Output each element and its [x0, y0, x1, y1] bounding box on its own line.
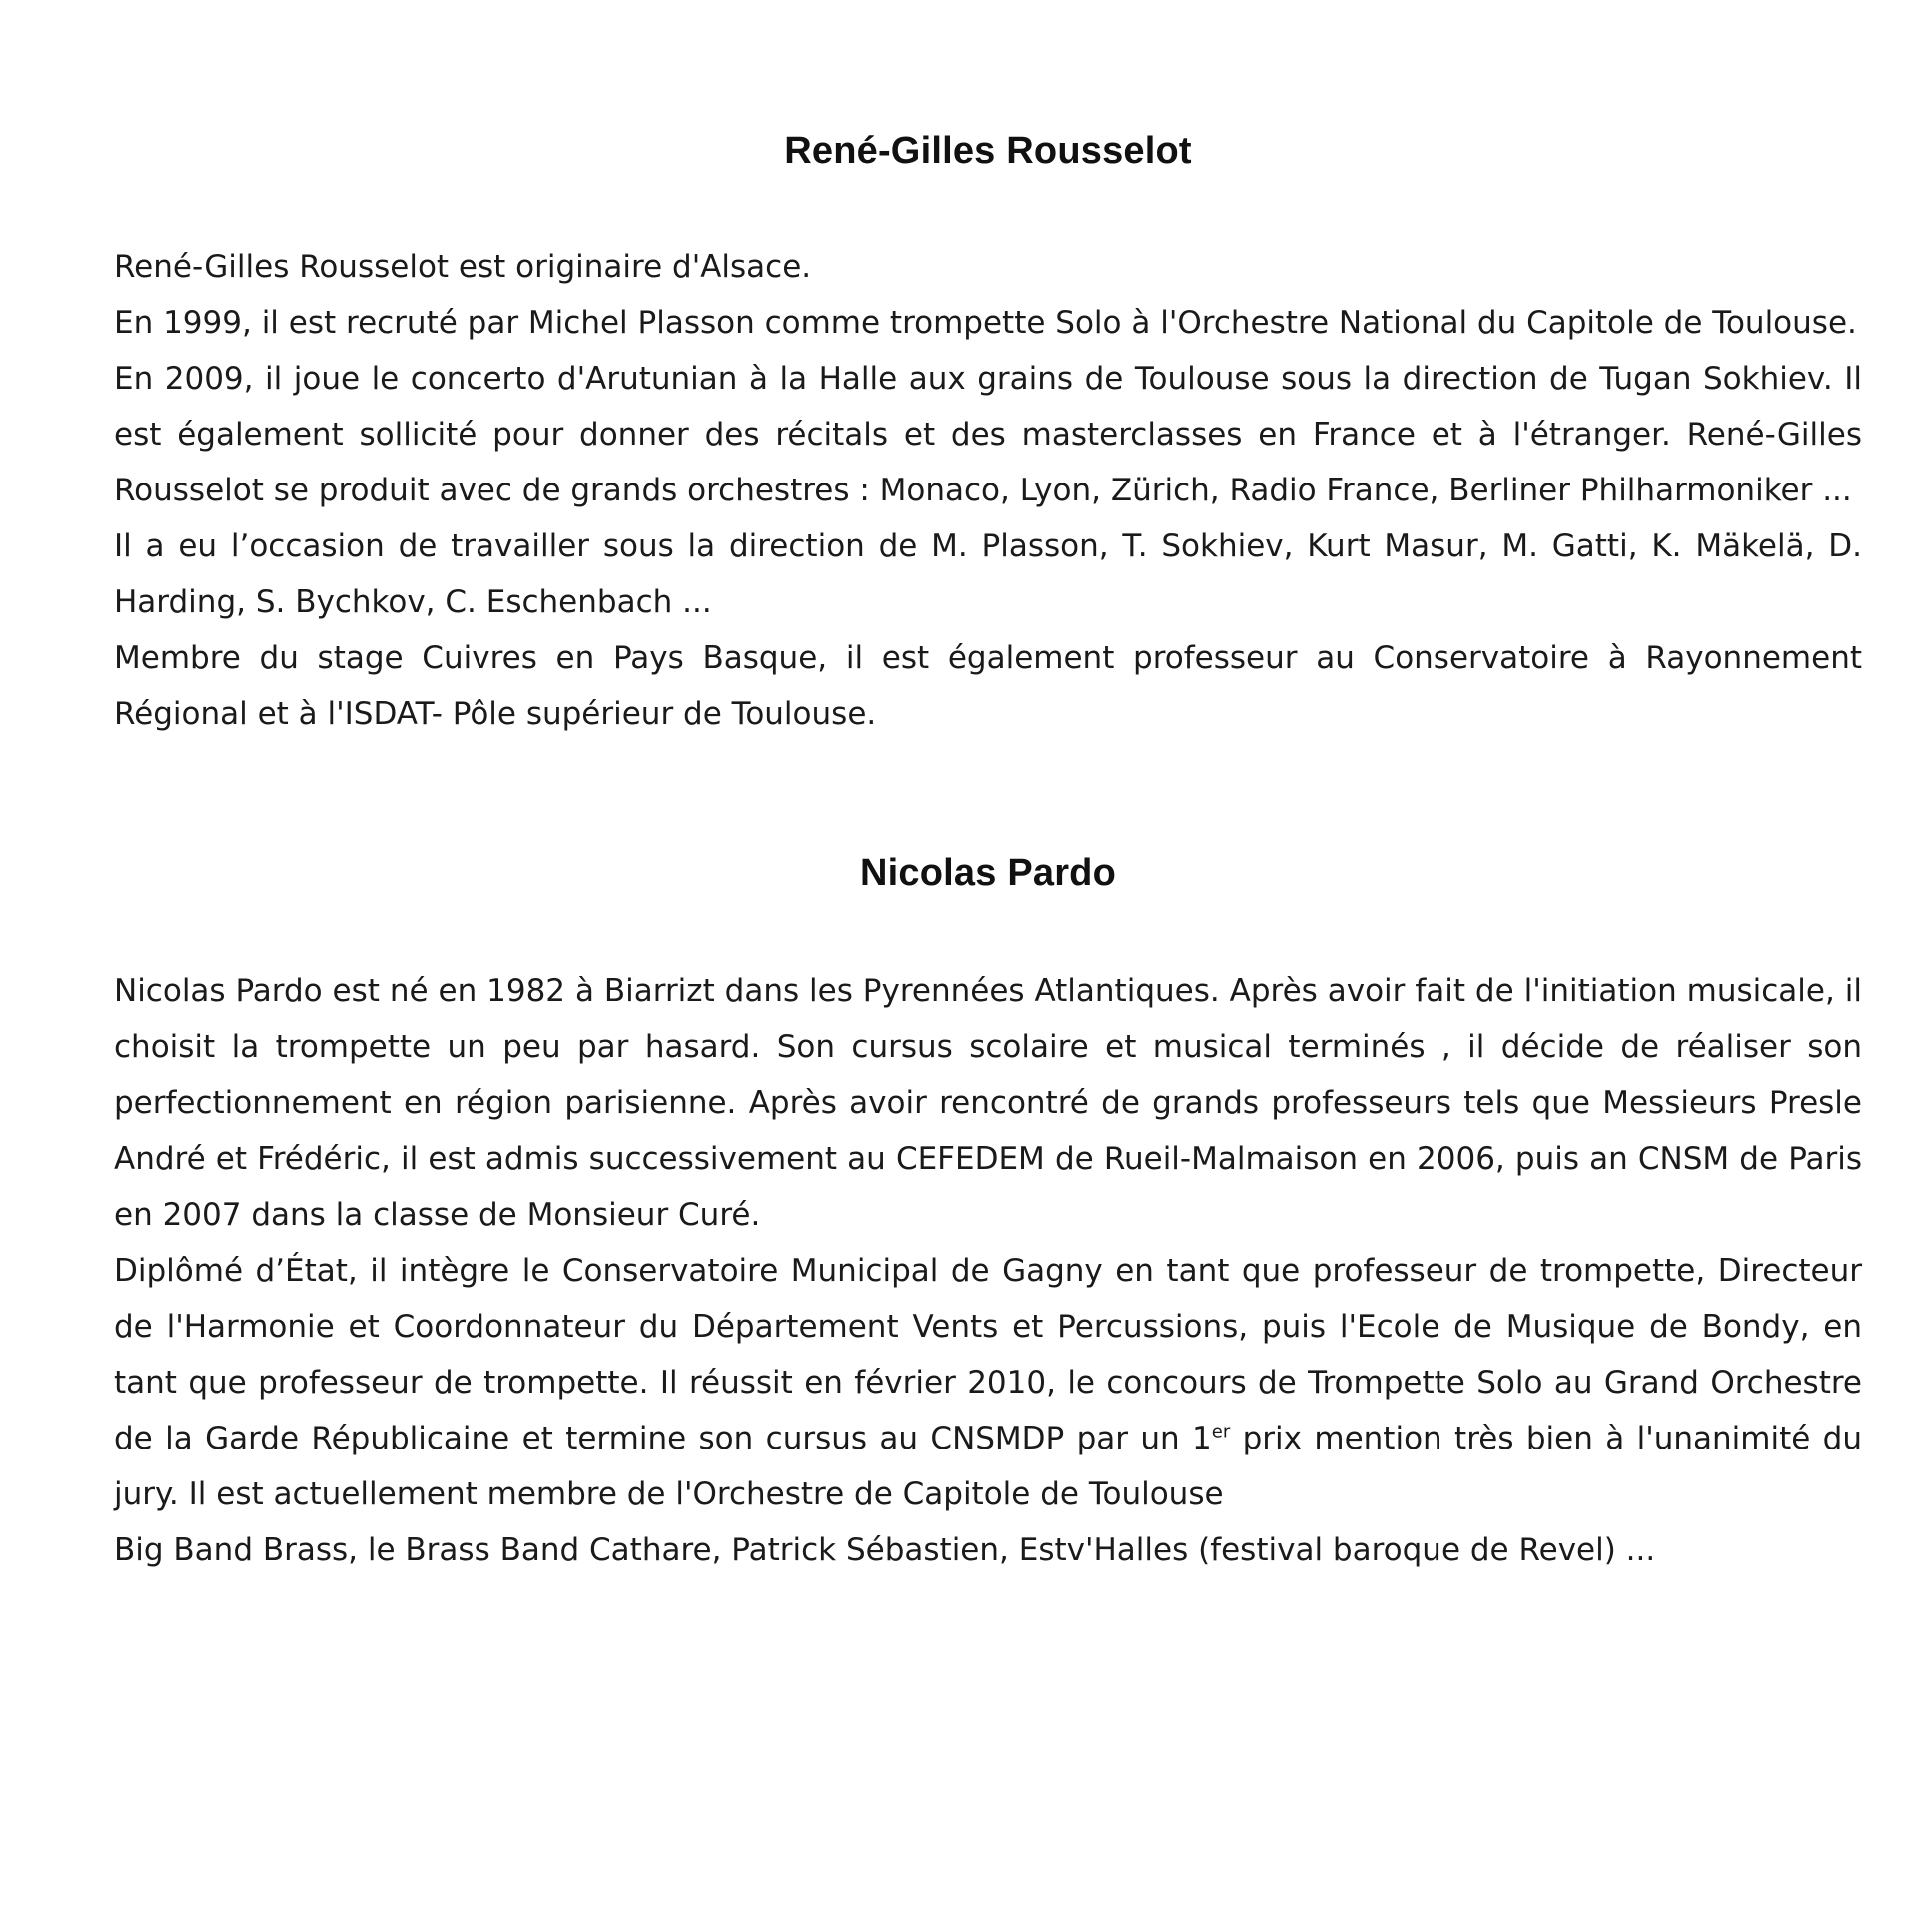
paragraph: En 1999, il est recruté par Michel Plasson comme trompette Solo à l'Orchestre National du Capitole de Toulouse.	[114, 305, 1857, 341]
section-body	[114, 963, 1862, 1578]
paragraph: René-Gilles Rousselot est originaire d'Alsace.	[114, 249, 812, 285]
section-body	[114, 239, 1862, 742]
paragraph: Membre du stage Cuivres en Pays Basque, il est également professeur au Conservatoire à Rayonnement Régional et à l'ISDAT- Pôle supérieur de Toulouse.	[114, 640, 1862, 732]
paragraph: Il a eu l’occasion de travailler sous la direction de M. Plasson, T. Sokhiev, Kurt Masur, M. Gatti, K. Mäkelä, D. Harding, S. Bychkov, C. Eschenbach ...	[114, 528, 1862, 620]
paragraph: Nicolas Pardo est né en 1982 à Biarrizt dans les Pyrennées Atlantiques. Après avoir fait de l'initiation musicale, il choisit la trompette un peu par hasard. Son cursus scolaire et musical terminés , il décide de réaliser son perfectionnement en région parisienne. Après avoir rencontré de grands professeurs tels que Messieurs Presle André et Frédéric, il est admis successivement au CEFEDEM de Rueil-Malmaison en 2006, puis an CNSM de Paris en 2007 dans la classe de Monsieur Curé.	[114, 973, 1862, 1233]
bio-section-rousselot	[114, 130, 1862, 742]
section-title: René-Gilles Rousselot	[784, 130, 1192, 172]
paragraph: Big Band Brass, le Brass Band Cathare, Patrick Sébastien, Estv'Halles (festival baroque de Revel) ...	[114, 1532, 1656, 1568]
paragraph-text: prix mention très bien à l'unanimité du jury. Il est actuellement membre de l'Orchestre de Capitole de Toulouse	[114, 1421, 1863, 1512]
bio-section-pardo	[114, 852, 1862, 1578]
document-page	[114, 130, 1862, 1578]
paragraph	[114, 1243, 1862, 1522]
section-title: Nicolas Pardo	[859, 852, 1117, 894]
paragraph-text: Diplômé d’État, il intègre le Conservatoire Municipal de Gagny en tant que professeur de trompette, Directeur de l'Harmonie et Coordonnateur du Département Vents et Percussions, puis l'Ecole de Musique de Bondy, en tant que professeur de trompette. Il réussit en février 2010, le concours de Trompette Solo au Grand Orchestre de la Garde Républicaine et termine son cursus au CNSMDP par un 1	[114, 1253, 1862, 1456]
ordinal-superscript: er	[1211, 1421, 1231, 1443]
paragraph: En 2009, il joue le concerto d'Arutunian à la Halle aux grains de Toulouse sous la direction de Tugan Sokhiev. Il est également sollicité pour donner des récitals et des masterclasses en France et à l'étranger. René-Gilles Rousselot se produit avec de grands orchestres : Monaco, Lyon, Zürich, Radio France, Berliner Philharmoniker ...	[114, 361, 1862, 508]
